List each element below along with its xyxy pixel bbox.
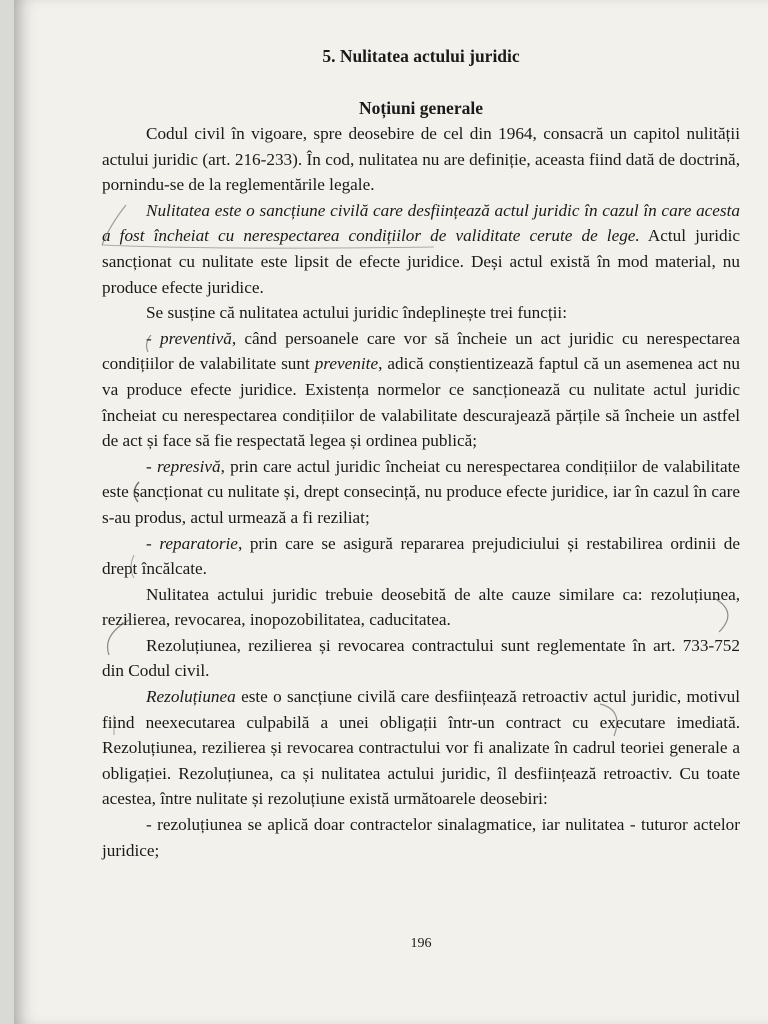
paragraph-regulation: Rezoluțiunea, rezilierea și revocarea contractului sunt reglementate în art. 733-752 din Codul civil. [102, 635, 740, 681]
paragraph-functions-intro: Se susține că nulitatea actului juridic îndeplinește trei funcții: [146, 303, 567, 323]
paragraph-rezolutiune: Rezoluțiunea este o sancțiune civilă care desființează retroactiv actul juridic, motivul fiind neexecutarea culpabilă a unei obligații într-un contract cu executare imediată. Rezoluțiunea, rezilierea și revocarea contractului vor fi analizate în cadrul teoriei generale a obligației. Rezoluțiunea, ca și nulitatea actului juridic, îl desființează retroactiv. Cu toate acestea, între nulitate și rezoluțiune există următoarele deosebiri: [102, 687, 740, 809]
body-text [102, 121, 740, 863]
term-prevenite: prevenite [314, 354, 379, 374]
term-repressive: represivă [156, 456, 221, 476]
book-page [14, 0, 768, 1024]
list-item-reparatory: - reparatorie, prin care se asigură repararea prejudiciului și restabilirea ordinii de drept încălcate. [102, 533, 740, 579]
section-subheading: Noțiuni generale [359, 98, 483, 118]
paragraph-intro: Codul civil în vigoare, spre deosebire de cel din 1964, consacră un capitol nulității actului juridic (art. 216-233). În cod, nulitatea nu are definiție, aceasta fiind dată de doctrină, pornindu-se de la reglementările legale. [102, 124, 740, 195]
paragraph-difference-1: - rezoluțiunea se aplică doar contractelor sinalagmatice, iar nulitatea - tuturor actelor juridice; [102, 815, 740, 860]
page-number: 196 [410, 936, 432, 951]
list-item-repressive: - represivă, prin care actul juridic încheiat cu nerespectarea condițiilor de valabilitate este sancționat cu nulitate și, drept consecință, nu produce efecte juridice, iar în cazul în care s-au produs, actul urmează a fi reziliat; [102, 456, 740, 527]
term-rezolutiune: Rezoluțiunea [146, 687, 236, 707]
term-preventive: preventivă [159, 328, 232, 348]
term-reparatory: reparatorie [159, 533, 238, 553]
section-heading: 5. Nulitatea actului juridic [322, 46, 520, 66]
page-content [102, 0, 740, 1024]
definition-italic: Nulitatea este o sancțiune civilă care desființează actul juridic în cazul în care acesta a fost încheiat cu nerespectarea condițiilor de validitate cerute de lege. [102, 200, 740, 246]
paragraph-similar-causes: Nulitatea actului juridic trebuie deosebită de alte cauze similare ca: rezoluțiunea, rezilierea, revocarea, inopozobilitatea, caducitatea. [102, 584, 740, 630]
paragraph-definition: Nulitatea este o sancțiune civilă care desființează actul juridic în cazul în care acesta a fost încheiat cu nerespectarea condițiilor de validitate cerute de lege. Actul juridic sancționat cu nulitate este lipsit de efecte juridice. Deși actul există în mod material, nu produce efecte juridice. [102, 200, 740, 297]
list-item-preventive: - preventivă, când persoanele care vor să încheie un act juridic cu nerespectarea condițiilor de valabilitate sunt prevenite, adică conștientizează faptul că un asemenea act nu va produce efecte juridice. Existența normelor ce sancționează cu nulitate actul juridic încheiat cu nerespectarea condițiilor de valabilitate descurajează părțile să încheie un astfel de act și face să fie respectată legea și ordinea publică; [102, 328, 740, 451]
